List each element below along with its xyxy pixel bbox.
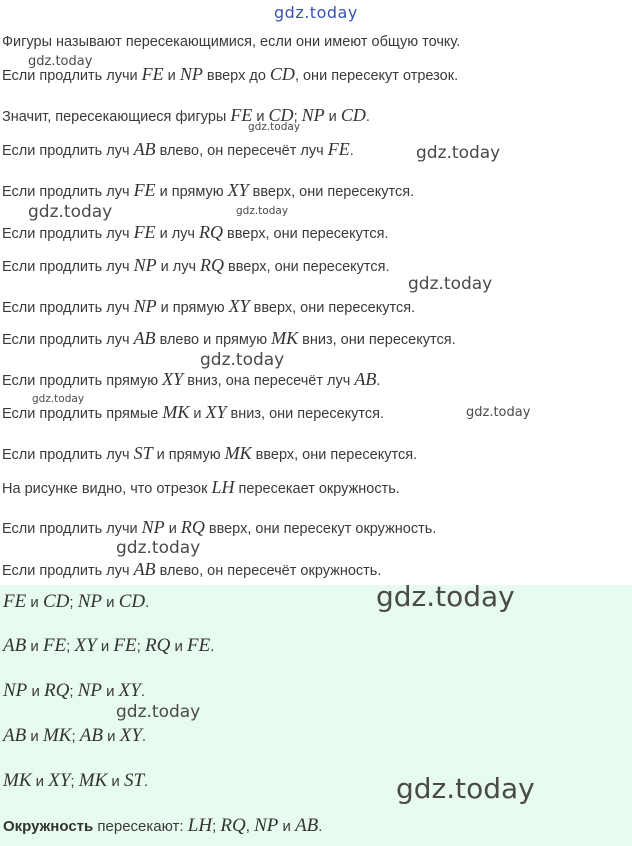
text-run: и [26,638,43,655]
answer-line [3,725,146,747]
text-line [2,559,381,580]
text-run: Если продлить луч [2,300,134,316]
text-run: ; [69,594,78,611]
text-run: Если продлить лучи [2,521,142,537]
text-run: и [101,683,119,700]
text-run: . [349,143,354,159]
text-line [2,139,354,160]
math-label: FE [230,105,253,125]
text-run: ; [71,728,80,745]
text-run: и [96,638,114,655]
text-run: . [145,594,150,611]
text-run: вверх, они пересекутся. [224,259,390,275]
math-label: FE [187,635,211,656]
math-label: XY [162,369,184,389]
text-run: , [245,818,255,835]
text-run: Если продлить луч [2,226,134,242]
math-label: CD [42,591,70,612]
math-label: RQ [180,517,205,537]
math-label: CD [118,591,146,612]
text-run: . [144,773,149,790]
math-label: XY [228,296,250,316]
math-label: XY [119,725,142,746]
watermark: gdz.today [466,405,531,420]
math-label: LH [211,477,235,497]
watermark: gdz.today [116,538,201,558]
answer-line [3,680,145,702]
text-run: . [141,728,147,745]
text-line [2,255,390,276]
text-run: ; [212,818,221,835]
text-run: и [164,521,181,537]
math-label: CD [340,105,366,125]
math-label: AB [3,725,27,746]
text-run: Если продлить луч [2,259,134,275]
math-label: XY [227,180,249,200]
text-run: вверх, они пересекутся. [251,447,418,463]
text-run: и [107,773,124,790]
math-label: FE [141,64,164,84]
math-label: NP [254,815,279,836]
watermark: gdz.today [200,350,285,370]
text-run: и [27,683,44,700]
math-label: RQ [200,255,225,275]
watermark: gdz.today [28,54,93,69]
math-label: AB [3,635,27,656]
text-run: и прямую [152,447,225,463]
text-run: Если продлить луч [2,447,134,463]
text-run: вверх, они пересекутся. [248,184,415,200]
answer-block [0,585,632,846]
text-run: Если продлить луч [2,332,134,348]
text-line [2,34,460,50]
math-label: FE [113,635,137,656]
text-run: . [210,638,215,655]
math-label: FE [3,591,27,612]
math-label: XY [48,770,71,791]
math-label: AB [133,139,156,159]
math-label: XY [205,402,227,422]
math-label: XY [118,680,141,701]
math-label: MK [42,725,72,746]
math-label: RQ [144,635,171,656]
text-run: и [252,109,269,125]
watermark-top: gdz.today [274,3,358,22]
text-run: . [318,818,323,835]
text-run: вверх до [202,68,270,84]
text-line [2,328,456,349]
math-label: ST [133,443,153,463]
math-label: LH [187,815,213,836]
text-run: ; [66,638,75,655]
watermark: gdz.today [248,121,301,133]
math-label: MK [271,328,299,348]
math-label: AB [354,369,377,389]
text-run: Если продлить луч [2,563,134,579]
math-label: MK [3,770,32,791]
text-run: вниз, она пересечёт луч [183,373,355,389]
text-run: и [163,68,180,84]
text-run: и луч [156,259,201,275]
text-run: . [376,373,381,389]
math-label: RQ [199,222,224,242]
text-run: Фигуры называют пересекающимися, если они имеют общую точку. [2,34,461,50]
text-run: вниз, они пересекутся. [226,406,384,422]
text-run: вверх, они пересекутся. [249,300,416,316]
watermark: gdz.today [28,202,113,222]
watermark: gdz.today [116,702,201,722]
math-label: ST [123,770,145,791]
math-label: NP [133,296,157,316]
text-run: и [189,406,206,422]
math-label: AB [133,559,156,579]
math-label: MK [162,402,190,422]
text-run: и [101,594,119,611]
answer-line [3,591,149,613]
text-run: Если продлить прямую [2,373,163,389]
text-run: ; [136,638,145,655]
math-label: NP [179,64,203,84]
math-label: FE [133,222,156,242]
text-run: . [365,109,370,125]
answer-line [3,635,214,657]
text-line [2,180,414,201]
watermark: gdz.today [236,205,289,217]
math-label: NP [77,680,102,701]
text-line [2,105,370,126]
bold-text: Окружность [3,818,94,835]
watermark: gdz.today [396,772,535,805]
math-label: MK [78,770,108,791]
text-run: ; [293,109,302,125]
text-run: пересекает окружность. [234,481,400,497]
text-line [2,369,380,390]
math-label: FE [133,180,156,200]
text-run: , они пересекут отрезок. [294,68,459,84]
math-label: RQ [44,680,70,701]
text-run: и [103,728,120,745]
math-label: AB [79,725,103,746]
math-label: NP [77,591,102,612]
text-run: пересекают: [93,818,188,835]
watermark: gdz.today [408,274,493,294]
math-label: NP [3,680,28,701]
math-label: NP [301,105,325,125]
text-run: Если продлить луч [2,143,134,159]
text-run: влево и прямую [155,332,272,348]
text-run: и [26,594,43,611]
text-run: вниз, они пересекутся. [298,332,456,348]
text-run: и [26,728,43,745]
text-run: На рисунке видно, что отрезок [2,481,212,497]
math-label: NP [141,517,165,537]
text-run: и прямую [155,184,228,200]
text-line [2,402,384,423]
math-label: XY [74,635,97,656]
math-label: FE [42,635,67,656]
text-run: Если продлить лучи [2,68,142,84]
text-run: вверх, они пересекутся. [223,226,389,242]
text-run: влево, он пересечёт луч [155,143,328,159]
math-label: NP [133,255,157,275]
text-run: и [278,818,296,835]
math-label: CD [269,64,295,84]
math-label: AB [133,328,156,348]
watermark: gdz.today [376,580,515,613]
text-run: Если продлить прямые [2,406,163,422]
answer-line [3,770,148,792]
text-run: и [324,109,341,125]
text-run: ; [70,773,79,790]
text-run: ; [69,683,78,700]
text-line [2,296,415,317]
math-label: FE [327,139,350,159]
text-run: Значит, пересекающиеся фигуры [2,109,231,125]
text-run: . [140,683,146,700]
text-line [2,477,400,498]
text-line [2,222,388,243]
text-run: вверх, они пересекут окружность. [204,521,437,537]
watermark: gdz.today [32,393,85,405]
text-line [2,443,417,464]
math-label: CD [268,105,294,125]
text-run: Если продлить луч [2,184,134,200]
text-line [2,517,436,538]
math-label: AB [295,815,319,836]
text-run: и прямую [156,300,229,316]
text-run: влево, он пересечёт окружность. [155,563,382,579]
text-run: и луч [155,226,200,242]
watermark: gdz.today [416,143,501,163]
math-label: RQ [220,815,246,836]
answer-line [3,815,322,837]
text-run: и [170,638,188,655]
text-run: и [31,773,49,790]
math-label: MK [224,443,252,463]
